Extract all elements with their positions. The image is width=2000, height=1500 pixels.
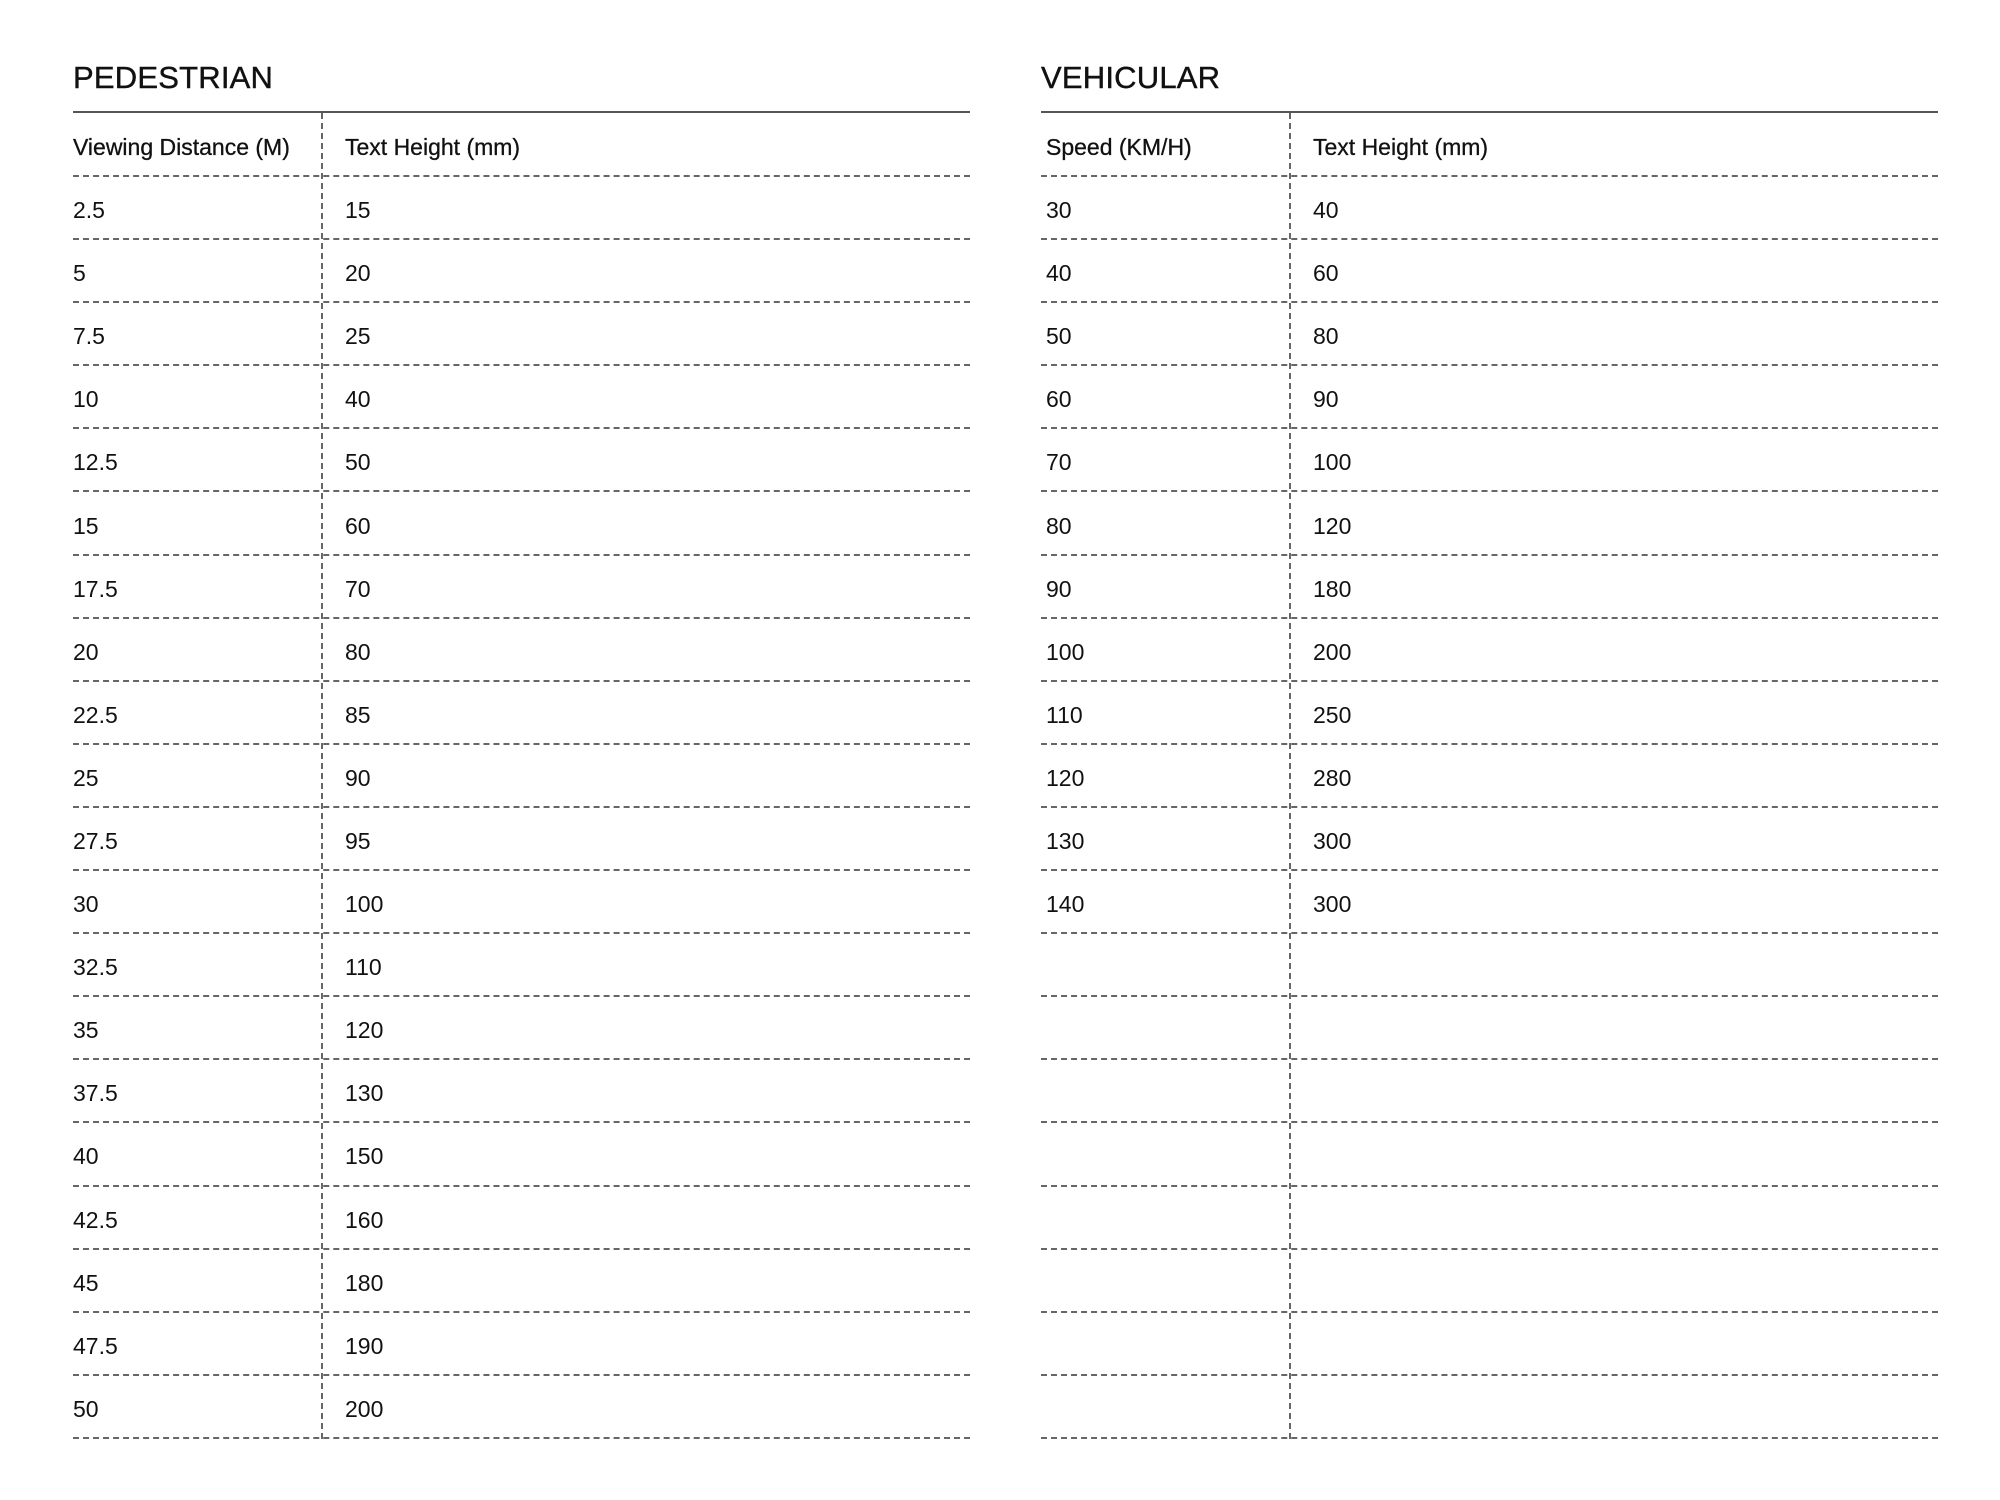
table-cell-text-height [1313,1187,1913,1248]
table-cell-input: 140 [1046,891,1085,918]
table-cell-input [1046,1123,1294,1184]
table-row [73,303,970,366]
table-row [1041,429,1938,492]
table-cell-input [1046,1313,1294,1374]
table-row [73,871,970,934]
table-cell-text-height: 15 [345,197,371,224]
table-cell-input: 2.5 [73,197,105,224]
pedestrian-panel [73,58,970,1439]
table-cell-text-height: 50 [345,449,371,476]
table-cell-text-height [1313,934,1913,995]
table-row [73,1313,970,1376]
table-cell-input: 15 [73,512,99,539]
column-header-text-height: Text Height (mm) [1313,133,1489,160]
table-row [1041,1313,1938,1376]
table-row [73,682,970,745]
table-cell-input [1046,997,1294,1058]
table-cell-text-height: 20 [345,260,371,287]
table-row [1041,492,1938,555]
table-cell-text-height: 40 [1313,197,1339,224]
table-row [1041,1376,1938,1439]
table-row [73,997,970,1060]
table-cell-input: 80 [1046,512,1072,539]
table-cell-input [1046,934,1294,995]
table-cell-input: 45 [73,1269,99,1296]
table-row [1041,1123,1938,1186]
table-cell-text-height: 95 [345,827,371,854]
table-cell-input: 60 [1046,386,1072,413]
table-cell-text-height [1313,1060,1913,1121]
table-row [73,1376,970,1439]
table-row [1041,240,1938,303]
table-cell-text-height: 300 [1313,827,1352,854]
table-cell-text-height: 300 [1313,891,1352,918]
table-cell-text-height [1313,1123,1913,1184]
table-cell-input [1046,1060,1294,1121]
table-cell-text-height: 280 [1313,764,1352,791]
table-row [73,934,970,997]
table-cell-text-height: 100 [1313,449,1352,476]
table-cell-text-height: 180 [1313,575,1352,602]
table-row [1041,808,1938,871]
table-cell-input: 17.5 [73,575,118,602]
table-cell-input: 25 [73,764,99,791]
table-cell-text-height: 180 [345,1269,384,1296]
table-row [1041,177,1938,240]
table-cell-input: 22.5 [73,701,118,728]
table-cell-text-height: 200 [345,1395,384,1422]
table-cell-text-height: 90 [345,764,371,791]
table-row [73,1250,970,1313]
table-row [1041,303,1938,366]
table-cell-text-height: 40 [345,386,371,413]
table-row [73,366,970,429]
table-header-row [73,113,970,177]
table-cell-input: 35 [73,1017,99,1044]
column-header-text-height: Text Height (mm) [345,133,521,160]
table-cell-input: 47.5 [73,1332,118,1359]
table-cell-text-height: 110 [345,954,382,981]
table-cell-text-height: 70 [345,575,371,602]
table-row [73,492,970,555]
table-cell-text-height: 190 [345,1332,384,1359]
table-cell-text-height: 25 [345,323,371,350]
table-cell-input: 27.5 [73,827,118,854]
table-cell-text-height: 160 [345,1206,384,1233]
table-cell-text-height: 120 [345,1017,384,1044]
table-cell-text-height: 60 [1313,260,1339,287]
table-row [1041,619,1938,682]
table-cell-text-height: 120 [1313,512,1352,539]
table-row [1041,934,1938,997]
table-cell-text-height: 130 [345,1080,384,1107]
table-row [1041,1250,1938,1313]
table-cell-input: 40 [1046,260,1072,287]
table-cell-input: 12.5 [73,449,118,476]
table-cell-text-height: 80 [345,638,371,665]
table-cell-input [1046,1376,1294,1437]
table-cell-text-height: 100 [345,891,384,918]
table-row [1041,556,1938,619]
table-row [1041,997,1938,1060]
table-row [73,1060,970,1123]
table-cell-input: 30 [73,891,99,918]
column-header-viewing-distance: Viewing Distance (M) [73,133,290,160]
table-cell-input: 50 [1046,323,1072,350]
pedestrian-title: PEDESTRIAN [73,58,970,113]
table-cell-text-height: 85 [345,701,371,728]
table-cell-input: 70 [1046,449,1072,476]
table-cell-text-height: 60 [345,512,371,539]
pedestrian-table [73,113,970,1439]
table-row [1041,682,1938,745]
table-cell-input: 7.5 [73,323,105,350]
table-cell-text-height [1313,1376,1913,1437]
table-header-row [1041,113,1938,177]
table-cell-text-height: 200 [1313,638,1352,665]
table-row [73,1123,970,1186]
table-row [73,745,970,808]
table-row [1041,745,1938,808]
table-cell-input: 30 [1046,197,1072,224]
table-cell-text-height [1313,1313,1913,1374]
table-row [1041,1187,1938,1250]
table-cell-input: 20 [73,638,99,665]
table-row [73,556,970,619]
table-cell-text-height [1313,1250,1913,1311]
table-cell-input: 110 [1046,701,1083,728]
table-cell-input: 100 [1046,638,1085,665]
table-cell-input: 42.5 [73,1206,118,1233]
table-row [1041,1060,1938,1123]
table-row [73,619,970,682]
table-cell-input [1046,1187,1294,1248]
table-row [73,177,970,240]
table-cell-input: 5 [73,260,86,287]
table-cell-input: 120 [1046,764,1085,791]
table-cell-text-height [1313,997,1913,1058]
table-cell-text-height: 250 [1313,701,1352,728]
table-row [73,429,970,492]
vehicular-table [1041,113,1938,1439]
table-row [73,240,970,303]
table-cell-input: 32.5 [73,954,118,981]
table-cell-text-height: 150 [345,1143,384,1170]
table-cell-text-height: 80 [1313,323,1339,350]
table-cell-text-height: 90 [1313,386,1339,413]
table-row [73,1187,970,1250]
vehicular-title: VEHICULAR [1041,58,1938,113]
table-cell-input: 50 [73,1395,99,1422]
table-row [1041,871,1938,934]
table-row [73,808,970,871]
table-cell-input: 90 [1046,575,1072,602]
column-header-speed: Speed (KM/H) [1046,133,1192,160]
table-cell-input: 130 [1046,827,1085,854]
table-cell-input: 40 [73,1143,99,1170]
table-cell-input: 37.5 [73,1080,118,1107]
table-row [1041,366,1938,429]
table-cell-input [1046,1250,1294,1311]
vehicular-panel [1041,58,1938,1439]
table-cell-input: 10 [73,386,99,413]
